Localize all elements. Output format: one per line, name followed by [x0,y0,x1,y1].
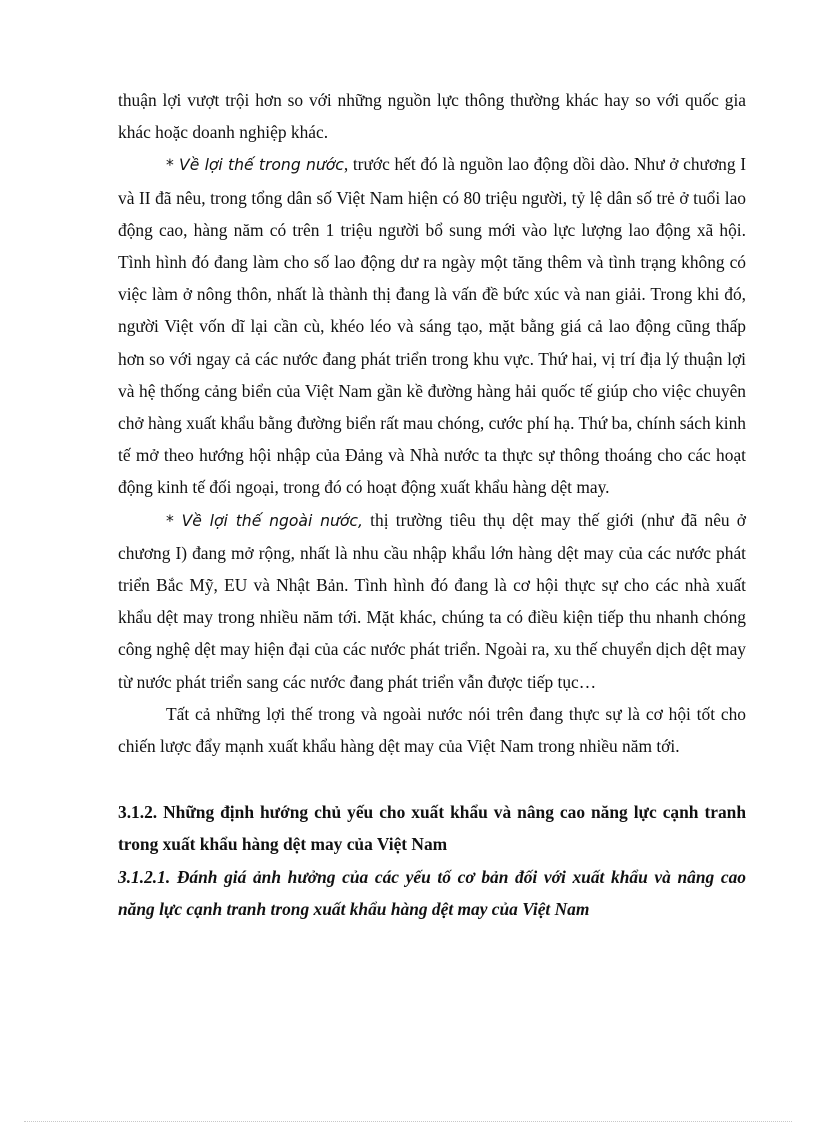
paragraph-conclusion: Tất cả những lợi thế trong và ngoài nước nói trên đang thực sự là cơ hội tốt cho chiến lược đẩy mạnh xuất khẩu hàng dệt may của Việt Nam trong nhiều năm tới. [118,703,746,757]
paragraph-domestic-advantages [118,148,746,503]
page-bottom-border [24,1121,792,1122]
paragraph-lead-domestic: * Về lợi thế trong nước [166,156,344,175]
paragraph-body-domestic: , trước hết đó là nguồn lao động dồi dào. Như ở chương I và II đã nêu, trong tổng dân số Việt Nam hiện có 80 triệu người, tỷ lệ dân số trẻ ở tuổi lao động cao, hàng năm có trên 1 triệu người bổ sung mới vào lực lượng lao động xã hội. Tình hình đó đang làm cho số lao động dư ra ngày một tăng thêm và tình trạng không có việc làm ở nông thôn, nhất là thành thị đang là vấn đề bức xúc và nan giải. Trong khi đó, người Việt vốn dĩ lại cần cù, khéo léo và sáng tạo, mặt bằng giá cả lao động cũng thấp hơn so với ngay cả các nước đang phát triển trong khu vực. Thứ hai, vị trí địa lý thuận lợi và hệ thống cảng biển của Việt Nam gần kề đường hàng hải quốc tế giúp cho việc chuyên chở hàng xuất khẩu bằng đường biển rất mau chóng, cước phí hạ. Thứ ba, chính sách kinh tế mở theo hướng hội nhập của Đảng và Nhà nước ta thực sự thông thoáng cho các hoạt động kinh tế đối ngoại, trong đó có hoạt động xuất khẩu hàng dệt may. [118,154,747,498]
paragraph-lead-foreign: * Về lợi thế ngoài nước, [166,511,363,530]
paragraph-body-foreign: thị trường tiêu thụ dệt may thế giới (như đã nêu ở chương I) đang mở rộng, nhất là nhu cầu nhập khẩu lớn hàng dệt may của các nước phát triển Bắc Mỹ, EU và Nhật Bản. Tình hình đó đang là cơ hội thực sự cho các nhà xuất khẩu dệt may trong nhiều năm tới. Mặt khác, chúng ta có điều kiện tiếp thu nhanh chóng công nghệ dệt may hiện đại của các nước phát triển. Ngoài ra, xu thế chuyển dịch dệt may từ nước phát triển sang các nước đang phát triển vẫn được tiếp tục… [118,509,747,692]
paragraph-foreign-advantages [118,504,746,698]
document-page [118,84,746,925]
subsection-heading: 3.1.2.1. Đánh giá ảnh hưởng của các yếu tố cơ bản đối với xuất khẩu và nâng cao năng lực cạnh tranh trong xuất khẩu hàng dệt may của Việt Nam [118,866,746,919]
paragraph-continuation: thuận lợi vượt trội hơn so với những nguồn lực thông thường khác hay so với quốc gia khác hoặc doanh nghiệp khác. [118,90,746,143]
section-heading: 3.1.2. Những định hướng chủ yếu cho xuất khẩu và nâng cao năng lực cạnh tranh trong xuất khẩu hàng dệt may của Việt Nam [118,802,746,855]
